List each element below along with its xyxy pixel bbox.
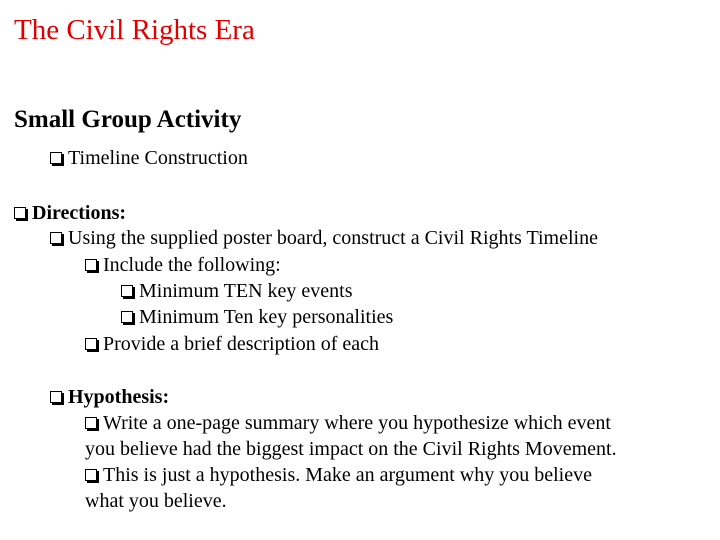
hypothesis-heading-label: Hypothesis:: [68, 386, 170, 408]
directions-include-label: Include the following:: [103, 254, 281, 276]
slide-title: The Civil Rights Era: [14, 14, 255, 46]
checkbox-square-icon: [85, 338, 97, 350]
hypothesis-argument-line-2: what you believe.: [85, 490, 227, 512]
directions-describe: [85, 331, 379, 357]
directions-step-1-label: Using the supplied poster board, construct a Civil Rights Timeline: [68, 227, 598, 249]
hypothesis-argument-line-1: This is just a hypothesis. Make an argument why you believe: [103, 464, 592, 486]
hypothesis-heading: [50, 384, 169, 410]
directions-personalities: [121, 304, 393, 330]
activity-item-label: Timeline Construction: [68, 147, 248, 169]
checkbox-square-icon: [85, 469, 97, 481]
checkbox-square-icon: [14, 207, 26, 219]
directions-events-label: Minimum TEN key events: [139, 280, 353, 302]
checkbox-square-icon: [50, 391, 62, 403]
checkbox-square-icon: [85, 417, 97, 429]
activity-item: [50, 145, 248, 171]
directions-events: [121, 278, 353, 304]
hypothesis-summary-line-2: you believe had the biggest impact on the Civil Rights Movement.: [85, 438, 617, 460]
checkbox-square-icon: [121, 285, 133, 297]
directions-step-1: [50, 225, 598, 251]
directions-personalities-label: Minimum Ten key personalities: [139, 306, 394, 328]
checkbox-square-icon: [50, 152, 62, 164]
directions-describe-label: Provide a brief description of each: [103, 333, 380, 355]
checkbox-square-icon: [50, 232, 62, 244]
directions-heading-label: Directions:: [32, 202, 127, 224]
directions-include: [85, 252, 281, 278]
hypothesis-argument: [85, 462, 592, 488]
hypothesis-summary: [85, 410, 611, 436]
hypothesis-summary-line-1: Write a one-page summary where you hypothesize which event: [103, 412, 611, 434]
checkbox-square-icon: [85, 259, 97, 271]
slide-subtitle: Small Group Activity: [14, 106, 242, 133]
directions-heading: [14, 200, 126, 226]
checkbox-square-icon: [121, 311, 133, 323]
